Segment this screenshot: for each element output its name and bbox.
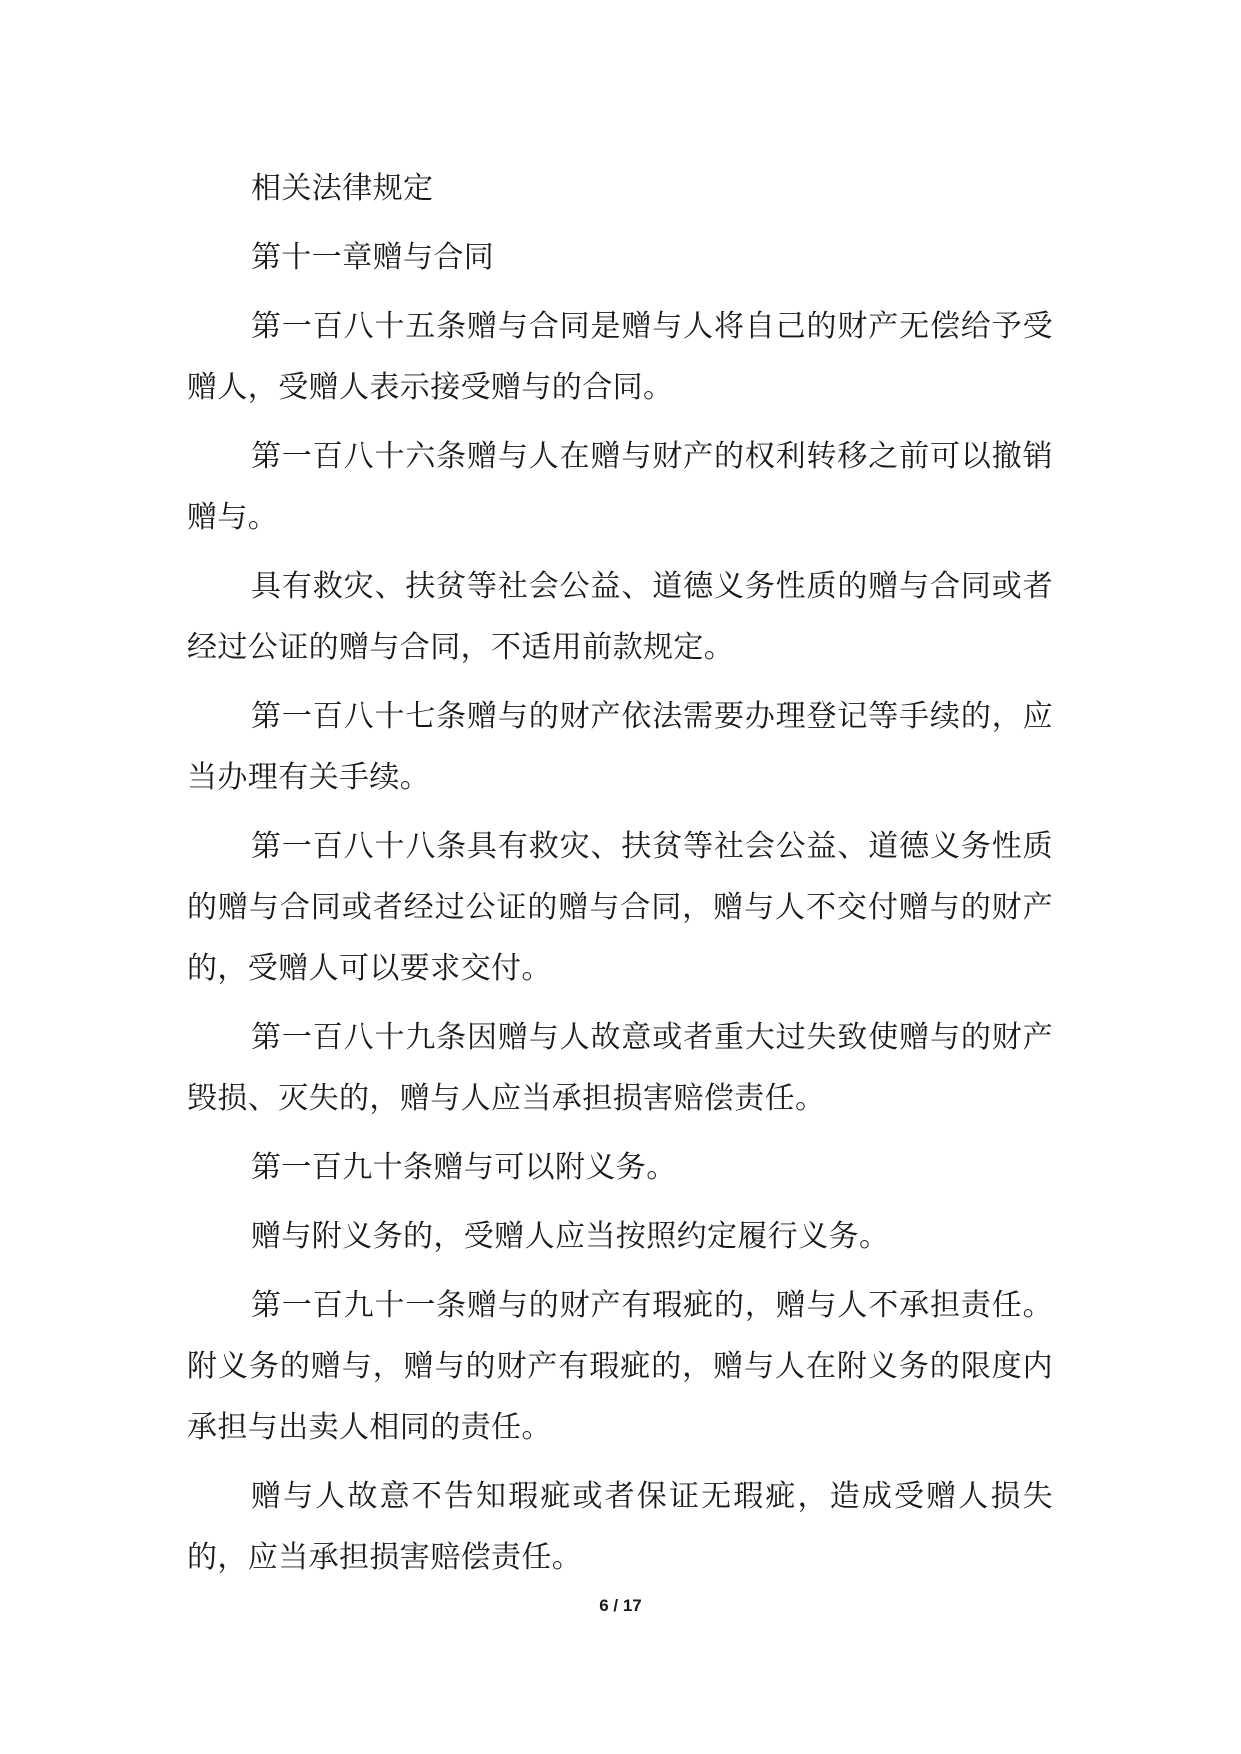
article-190: 第一百九十条赠与可以附义务。 <box>251 1150 677 1185</box>
article-190-clause-2: 赠与附义务的，受赠人应当按照约定履行义务。 <box>251 1219 890 1254</box>
heading-related-laws: 相关法律规定 <box>251 171 434 206</box>
article-191: 第一百九十一条赠与的财产有瑕疵的，赠与人不承担责任。附义务的赠与，赠与的财产有瑕疵的，赠与人在附义务的限度内承担与出卖人相同的责任。 <box>187 1288 1053 1445</box>
page-number: 6 / 17 <box>599 1596 642 1615</box>
article-188: 第一百八十八条具有救灾、扶贫等社会公益、道德义务性质的赠与合同或者经过公证的赠与合同，赠与人不交付赠与的财产的，受赠人可以要求交付。 <box>187 829 1053 986</box>
document-body <box>187 158 1053 1596</box>
article-185: 第一百八十五条赠与合同是赠与人将自己的财产无偿给予受赠人，受赠人表示接受赠与的合同。 <box>187 309 1053 405</box>
article-186: 第一百八十六条赠与人在赠与财产的权利转移之前可以撤销赠与。 <box>187 439 1053 535</box>
article-187: 第一百八十七条赠与的财产依法需要办理登记等手续的，应当办理有关手续。 <box>187 699 1053 795</box>
article-186-clause-2: 具有救灾、扶贫等社会公益、道德义务性质的赠与合同或者经过公证的赠与合同，不适用前款规定。 <box>187 569 1053 665</box>
article-191-clause-2: 赠与人故意不告知瑕疵或者保证无瑕疵，造成受赠人损失的，应当承担损害赔偿责任。 <box>187 1479 1053 1575</box>
article-189: 第一百八十九条因赠与人故意或者重大过失致使赠与的财产毁损、灭失的，赠与人应当承担损害赔偿责任。 <box>187 1020 1053 1116</box>
chapter-heading: 第十一章赠与合同 <box>251 240 495 275</box>
